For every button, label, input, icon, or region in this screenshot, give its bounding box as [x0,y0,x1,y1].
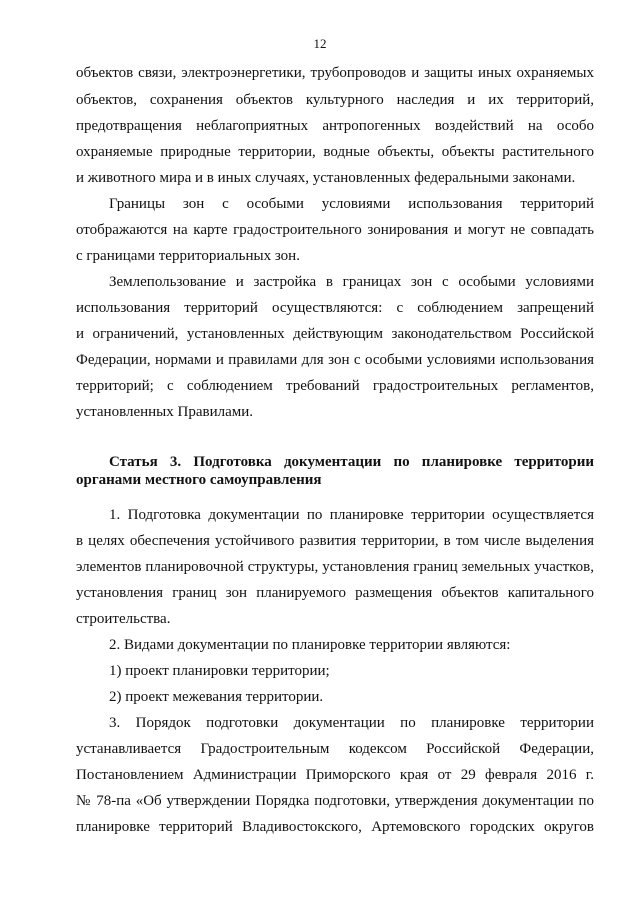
text-line: планировке территорий Владивостокского, Артемовского городских округов [76,819,594,835]
text-line: объектов, сохранения объектов культурного наследия и их территорий, [76,92,594,108]
text-line: № 78-па «Об утверждении Порядка подготовки, утверждения документации по [76,793,594,809]
list-item: 2. Видами документации по планировке территории являются: [109,637,511,653]
text-line: строительства. [76,611,171,627]
text-line: объектов связи, электроэнергетики, трубопроводов и защиты иных охраняемых [76,65,594,81]
text-line: Границы зон с особыми условиями использования территорий [109,196,594,212]
page-number: 12 [313,36,327,51]
text-line: отображаются на карте градостроительного зонирования и могут не совпадать [76,222,594,238]
text-line: и животного мира и в иных случаях, установленных федеральными законами. [76,170,576,186]
text-line: Землепользование и застройка в границах зон с особыми условиями [109,274,594,290]
list-item: 1) проект планировки территории; [109,663,330,679]
text-line: предотвращения неблагоприятных антропогенных воздействий на особо [76,118,594,134]
text-line: Федерации, нормами и правилами для зон с особыми условиями использования [76,352,594,368]
text-line: территорий; с соблюдением требований градостроительных регламентов, [76,378,594,394]
text-line: использования территорий осуществляются: с соблюдением запрещений [76,300,594,316]
text-line: охраняемые природные территории, водные объекты, объекты растительного [76,144,594,160]
list-item: 2) проект межевания территории. [109,689,324,705]
text-line: установленных Правилами. [76,404,254,420]
text-line: с границами территориальных зон. [76,248,300,264]
text-line: устанавливается Градостроительным кодексом Российской Федерации, [76,741,594,757]
article-heading: органами местного самоуправления [76,472,322,488]
text-line: 1. Подготовка документации по планировке территории осуществляется [109,507,594,523]
text-line: элементов планировочной структуры, установления границ земельных участков, [76,559,594,575]
text-line: установления границ зон планируемого размещения объектов капитального [76,585,594,601]
article-heading: Статья 3. Подготовка документации по планировке территории [109,454,594,470]
text-line: Постановлением Администрации Приморского края от 29 февраля 2016 г. [76,767,594,783]
text-line: 3. Порядок подготовки документации по планировке территории [109,715,594,731]
text-line: в целях обеспечения устойчивого развития территории, в том числе выделения [76,533,594,549]
text-line: и ограничений, установленных действующим законодательством Российской [76,326,594,342]
